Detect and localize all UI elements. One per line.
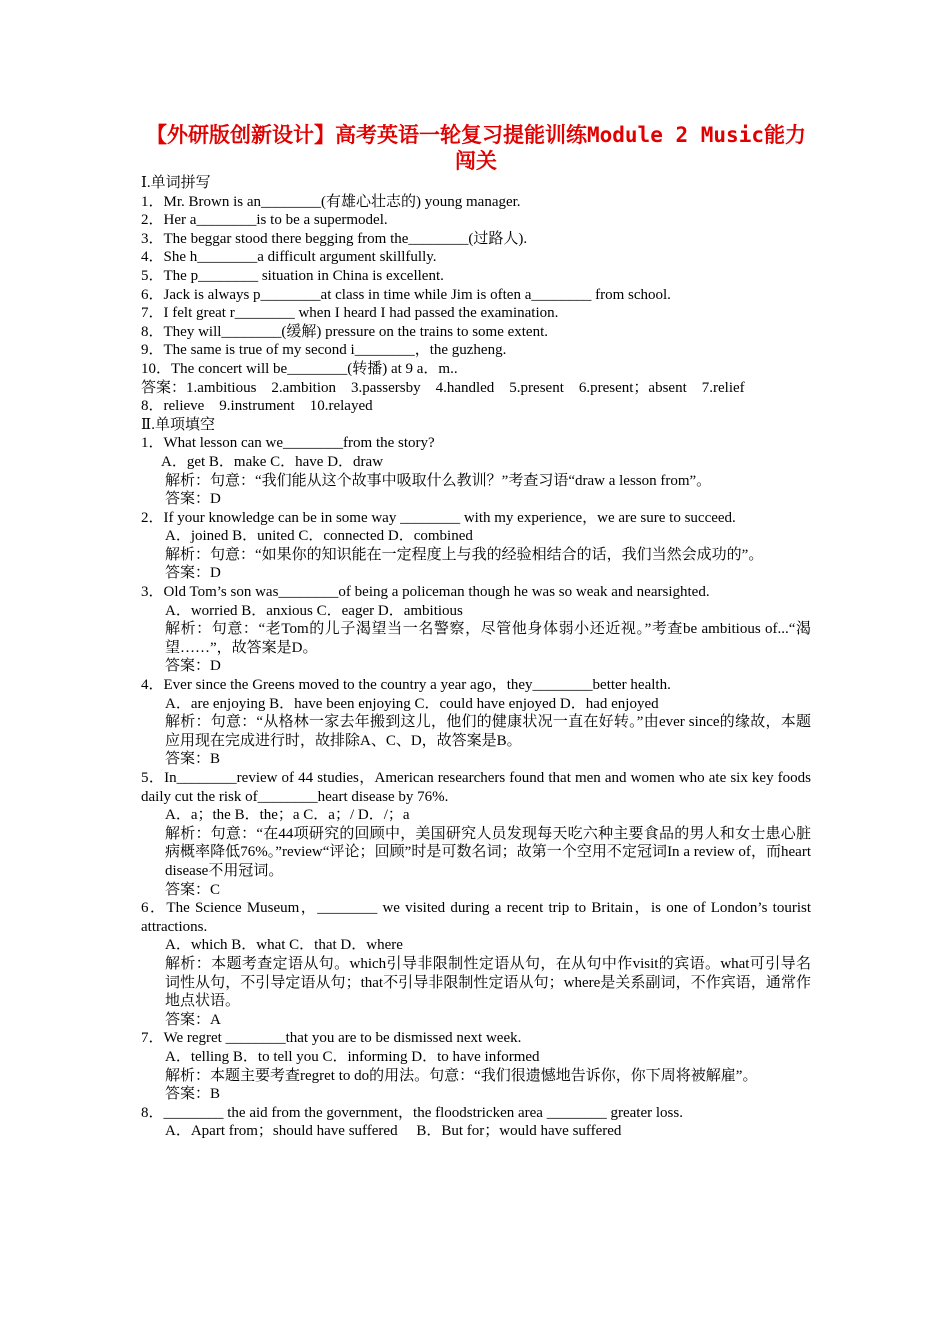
list-item: 3．The beggar stood there begging from the________(过路人). [141,230,528,247]
list-item: 2．Her a________is to be a supermodel. [141,212,388,229]
question-analysis: 解析：本题考查定语从句。which引导非限制性定语从句，在从句中作visit的宾语。what可引导名词性从句，不引导定语从句；that不引导非限制性定语从句；where是关系副词，不作宾语，通常作地点状语。 [165,955,811,1010]
section-heading: Ⅰ.单词拼写 [141,175,211,191]
question-answer: 答案：C [165,881,221,898]
question-analysis: 解析：句意：“从格林一家去年搬到这儿，他们的健康状况一直在好转。”由ever since的缘故，本题应用现在完成进行时，故排除A、C、D，故答案是B。 [165,714,811,749]
section-word-spelling [141,174,811,416]
page-title: 【外研版创新设计】高考英语一轮复习提能训练Module 2 Music能力闯关 [145,123,806,173]
question-4 [141,676,811,769]
question-options: A．which B．what C．that D．where [165,937,403,954]
question-options: A．get B．make C．have D．draw [161,453,384,470]
question-stem: 6．The Science Museum，________ we visited during a recent trip to Britain，is one of London’s tourist attractions. [141,900,811,935]
list-item: 6．Jack is always p________at class in time while Jim is often a________ from school. [141,286,671,303]
question-5 [141,769,811,899]
document-page [141,122,811,1141]
question-stem: 1．What lesson can we________from the story? [141,435,435,452]
answer-key: 答案：1.ambitious 2.ambition 3.passersby 4.handled 5.present 6.present；absent 7.relief [141,379,745,396]
question-stem: 5．In________review of 44 studies，American researchers found that men and women who ate six key foods daily cut the risk of________heart disease by 76%. [141,770,811,805]
question-8 [141,1104,811,1141]
question-answer: 答案：B [165,751,221,768]
question-6 [141,899,811,1029]
question-options: A．joined B．united C．connected D．combined [165,528,473,545]
question-options: A．Apart from；should have suffered B．But for；would have suffered [165,1123,622,1140]
question-stem: 8．________ the aid from the government，the floodstricken area ________ greater loss. [141,1104,683,1121]
answer-key-continued: 8．relieve 9.instrument 10.relayed [141,398,373,415]
question-answer: 答案：D [165,658,221,675]
list-item: 8．They will________(缓解) pressure on the trains to some extent. [141,323,549,340]
question-options: A．are enjoying B．have been enjoying C．could have enjoyed D．had enjoyed [165,695,659,712]
question-options: A．telling B．to tell you C．informing D．to have informed [165,1048,540,1065]
question-answer: 答案：D [165,565,221,582]
list-item: 4．She h________a difficult argument skillfully. [141,249,437,266]
question-stem: 4．Ever since the Greens moved to the country a year ago，they________better health. [141,677,671,694]
question-analysis: 解析：本题主要考查regret to do的用法。句意：“我们很遗憾地告诉你，你下周将被解雇”。 [165,1067,758,1084]
question-answer: 答案：B [165,1086,221,1103]
question-3 [141,583,811,676]
question-stem: 2．If your knowledge can be in some way ________ with my experience，we are sure to succeed. [141,509,736,526]
list-item: 10．The concert will be________(转播) at 9 a．m.. [141,360,458,377]
question-1 [141,434,811,508]
list-item: 9．The same is true of my second i________，the guzheng. [141,342,507,359]
question-analysis: 解析：句意：“老Tom的儿子渴望当一名警察，尽管他身体弱小还近视。”考查be ambitious of...“渴望……”，故答案是D。 [165,621,811,656]
question-options: A．worried B．anxious C．eager D．ambitious [165,602,463,619]
section-heading: Ⅱ.单项填空 [141,416,215,433]
question-analysis: 解析：句意：“我们能从这个故事中吸取什么教训？”考查习语“draw a lesson from”。 [165,472,712,489]
list-item: 1．Mr. Brown is an________(有雄心壮志的) young manager. [141,193,521,210]
question-stem: 7．We regret ________that you are to be dismissed next week. [141,1030,522,1047]
question-2 [141,509,811,583]
question-options: A．a；the B．the；a C．a；/ D．/；a [165,807,410,824]
question-7 [141,1029,811,1103]
list-item: 7．I felt great r________ when I heard I had passed the examination. [141,305,559,322]
section-multiple-choice [141,416,811,1141]
question-analysis: 解析：句意：“在44项研究的回顾中，美国研究人员发现每天吃六种主要食品的男人和女士患心脏病概率降低76%。”review“评论；回顾”时是可数名词；故第一个空用不定冠词In a review of，而heart disease不用冠词。 [165,825,811,879]
question-stem: 3．Old Tom’s son was________of being a policeman though he was so weak and nearsighted. [141,584,710,601]
list-item: 5．The p________ situation in China is excellent. [141,267,444,284]
question-analysis: 解析：句意：“如果你的知识能在一定程度上与我的经验相结合的话，我们当然会成功的”。 [165,546,764,563]
question-answer: 答案：D [165,491,221,508]
question-answer: 答案：A [165,1011,221,1028]
